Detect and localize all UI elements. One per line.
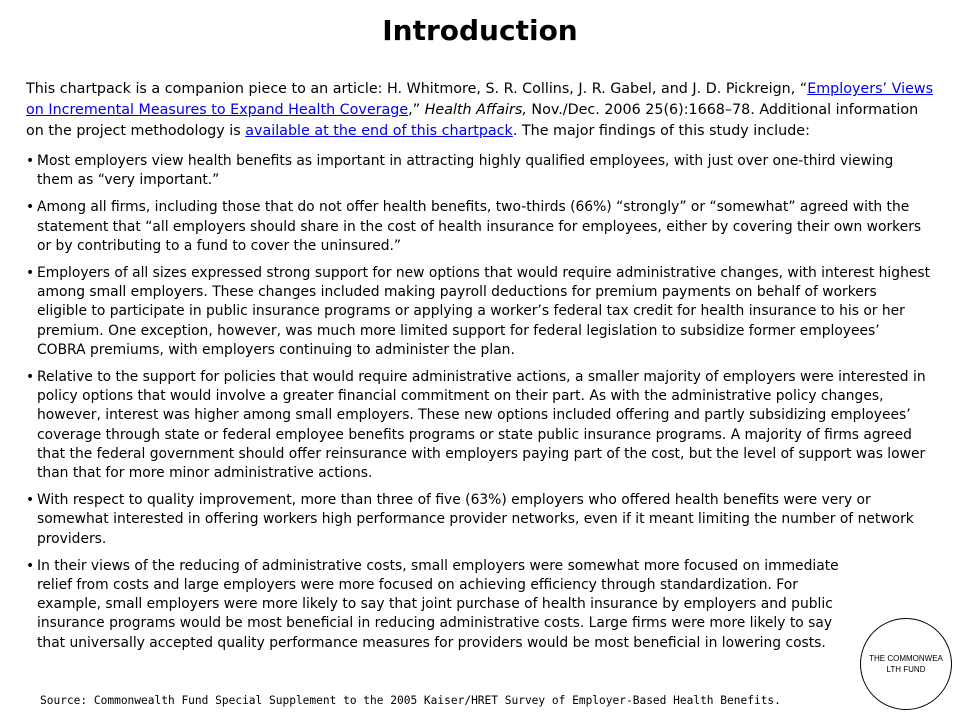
intro-text-after-link: ,”	[408, 102, 425, 118]
finding-item	[26, 152, 931, 190]
intro-text-end: . The major findings of this study include:	[512, 123, 810, 139]
findings-list	[26, 152, 931, 661]
finding-text: Most employers view health benefits as important in attracting highly qualified employees, with just over one-third viewing them as “very important.”	[37, 153, 894, 189]
bullet-icon: •	[26, 199, 35, 216]
finding-item	[26, 198, 931, 256]
source-note: Source: Commonwealth Fund Special Supplement to the 2005 Kaiser/HRET Survey of Employer-Based Health Benefits.	[40, 694, 781, 707]
bullet-icon: •	[26, 153, 35, 169]
bullet-icon: •	[26, 557, 35, 574]
finding-text: With respect to quality improvement, more than three of five (63%) employers who offered health benefits were very or somewhat interested in offering workers high performance provider networks, even if it meant limiting the number of network providers.	[37, 492, 914, 547]
bullet-icon: •	[26, 265, 35, 282]
journal-name: Health Affairs,	[424, 102, 527, 118]
intro-text-before-link: This chartpack is a companion piece to an article: H. Whitmore, S. R. Collins, J. R. Gabel, and J. D. Pickreign, “	[26, 81, 808, 97]
article-link[interactable]: Employers’ Views on Incremental Measures to Expand Health Coverage	[26, 81, 934, 118]
finding-text: Relative to the support for policies that would require administrative actions, a smaller majority of employers were interested in policy options that would involve a greater financial commitment on their part. As with the administrative policy changes, however, interest was higher among small employers. These new options included offering and partly subsidizing employees’ coverage through state or federal employee benefits programs or state public insurance programs. A majority of firms agreed that the federal government should offer reinsurance with employers paying part of the cost, but the level of support was lower than that for more minor administrative actions.	[37, 369, 926, 482]
bullet-icon: •	[26, 369, 35, 386]
finding-text: In their views of the reducing of administrative costs, small employers were somewhat more focused on immediate relief from costs and large employers were more focused on achieving efficiency through standardization. For example, small employers were more likely to say that joint purchase of health insurance by employers and public insurance programs would be most beneficial in reducing administrative costs. Large firms were more likely to say that universally accepted quality performance measures for providers would be most beneficial in lowering costs.	[37, 557, 839, 651]
logo-text: THE COMMONWEALTH FUND	[869, 654, 943, 674]
intro-paragraph	[26, 79, 936, 142]
finding-item	[26, 557, 857, 653]
finding-text: Among all firms, including those that do not offer health benefits, two-thirds (66%) “strongly” or “somewhat” agreed with the statement that “all employers should share in the cost of health insurance for employees, either by covering their own workers or by contributing to a fund to cover the uninsured.”	[37, 199, 922, 254]
finding-text: Employers of all sizes expressed strong support for new options that would require administrative changes, with interest highest among small employers. These changes included making payroll deductions for premium payments on behalf of workers eligible to participate in public insurance programs or applying a worker’s federal tax credit for health insurance to his or her premium. One exception, however, was much more limited support for federal legislation to subsidize former employees’ COBRA premiums, with employers continuing to administer the plan.	[37, 265, 931, 358]
page-title: Introduction	[382, 14, 578, 47]
methodology-link[interactable]: available at the end of this chartpack	[245, 123, 513, 139]
commonwealth-fund-logo	[860, 618, 952, 710]
finding-item	[26, 491, 931, 549]
bullet-icon: •	[26, 492, 35, 509]
finding-item	[26, 368, 931, 483]
intro-citation: Nov./Dec. 2006 25(6):1668–78. Additional information on the project methodology is	[26, 102, 919, 139]
finding-item	[26, 264, 931, 360]
